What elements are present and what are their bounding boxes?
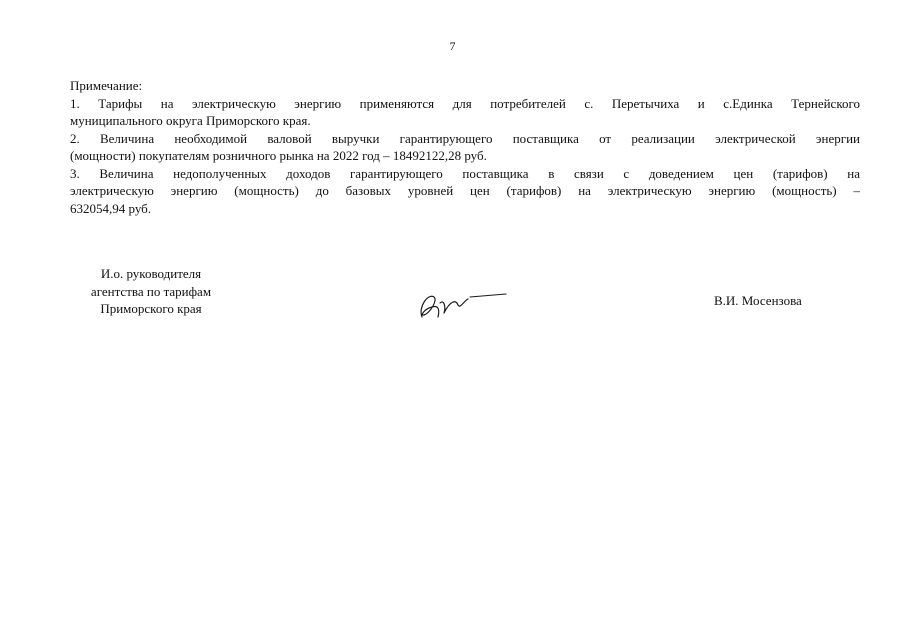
note-line: 3. Величина недополученных доходов гарантирующего поставщика в связи с доведением цен (тарифов) на <box>70 165 860 181</box>
signer-title-line: И.о. руководителя <box>100 266 202 281</box>
note-line: электрическую энергию (мощность) до базовых уровней цен (тарифов) на электрическую энергию (мощность) – <box>70 183 860 198</box>
note-line: 2. Величина необходимой валовой выручки гарантирующего поставщика от реализации электрической энергии <box>70 130 860 146</box>
note-line: муниципального округа Приморского края. <box>70 113 311 128</box>
signer-name: В.И. Мосензова <box>714 293 802 308</box>
handwritten-signature <box>410 287 510 323</box>
note-line: 1. Тарифы на электрическую энергию применяются для потребителей с. Перетычиха и с.Единка Тернейского <box>70 95 860 111</box>
signer-title-line: агентства по тарифам <box>90 283 212 299</box>
signer-title <box>70 265 232 318</box>
signer-title-line: Приморского края <box>100 301 202 316</box>
note-item-3 <box>70 165 860 218</box>
note-item-1 <box>70 95 860 130</box>
notes-title: Примечание: <box>70 78 143 93</box>
page-number: 7 <box>449 39 456 53</box>
note-item-2 <box>70 130 860 165</box>
notes-section <box>70 77 860 217</box>
note-line: (мощности) покупателям розничного рынка на 2022 год – 18492122,28 руб. <box>70 148 487 163</box>
note-line: 632054,94 руб. <box>70 200 152 216</box>
